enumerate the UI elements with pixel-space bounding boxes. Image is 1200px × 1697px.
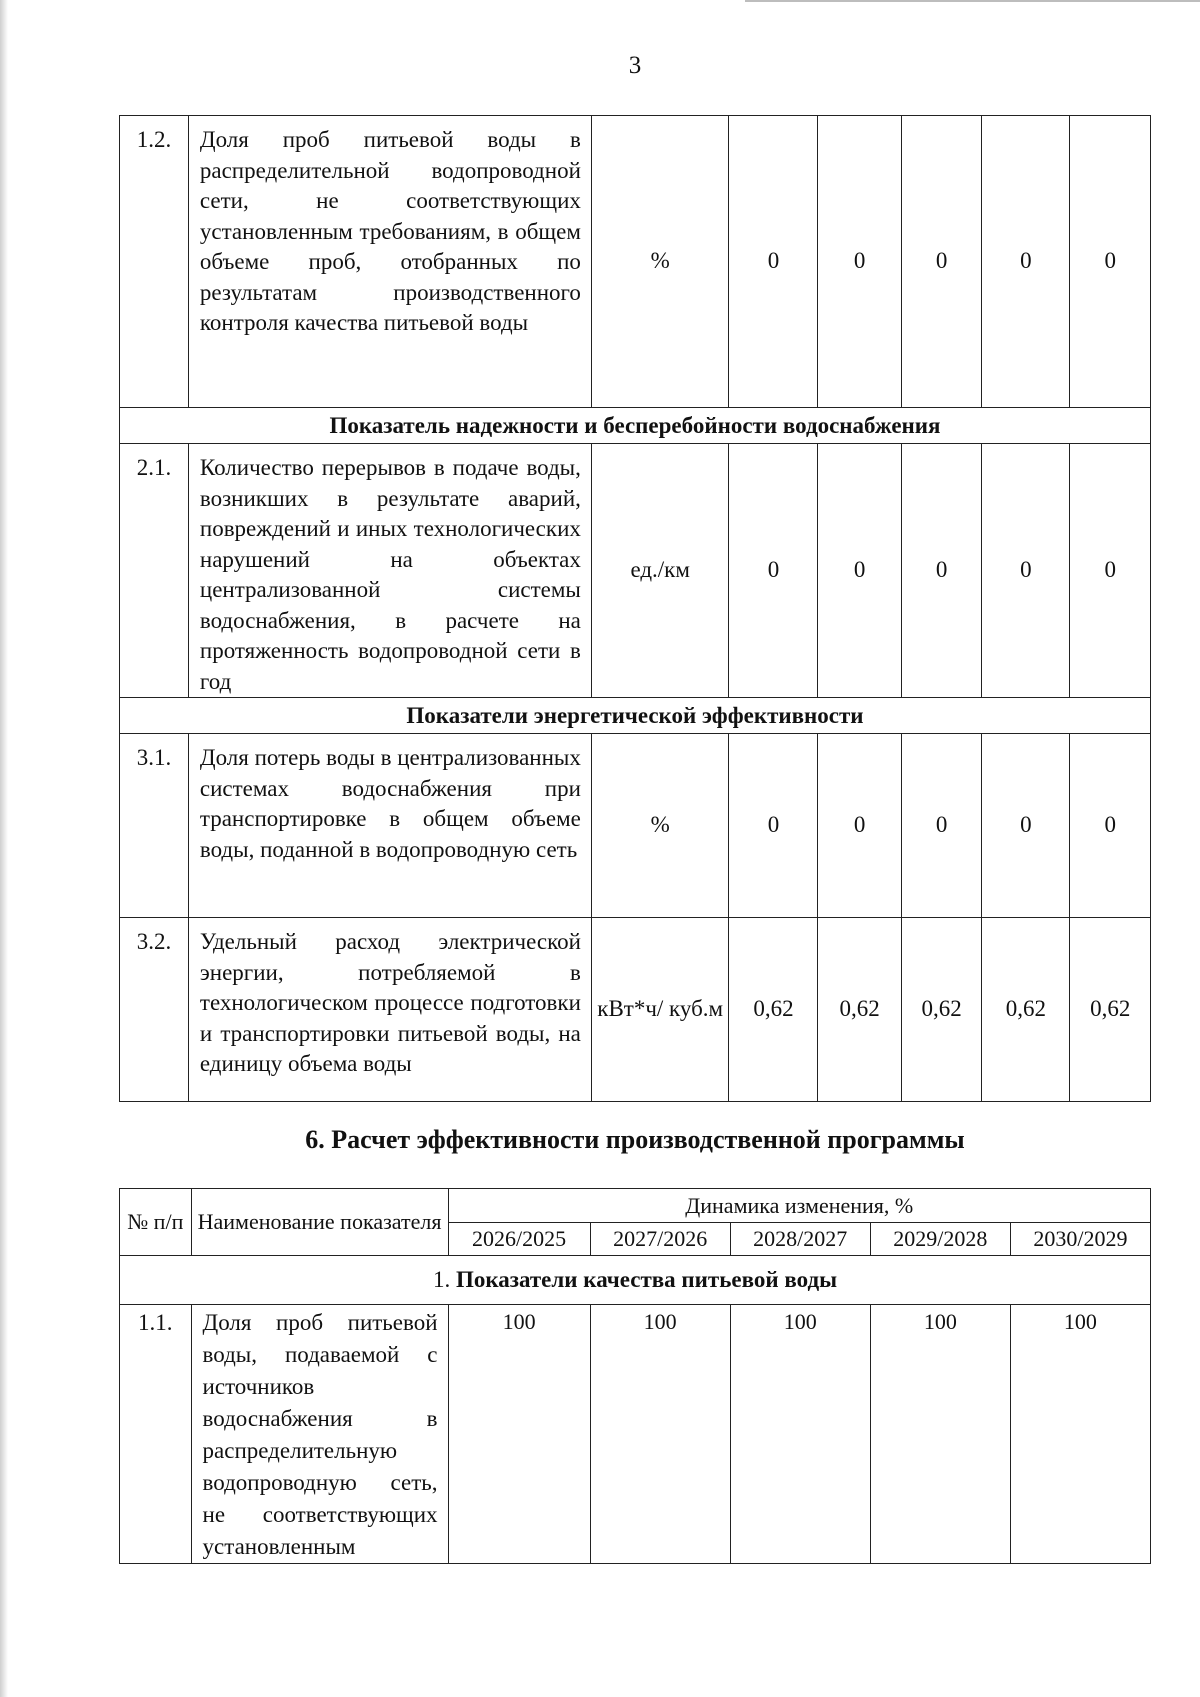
unit-cell: % xyxy=(591,734,729,918)
value-cell: 0 xyxy=(982,116,1070,408)
header-row xyxy=(120,1189,1151,1223)
value-cell: 0,62 xyxy=(1070,918,1151,1102)
row-number: 1.2. xyxy=(120,116,189,408)
value-cell: 0 xyxy=(818,444,901,698)
row-number: 1.1. xyxy=(120,1305,192,1564)
unit-cell: ед./км xyxy=(591,444,729,698)
year-header: 2029/2028 xyxy=(870,1223,1010,1256)
value-cell: 100 xyxy=(730,1305,870,1564)
year-header: 2027/2026 xyxy=(590,1223,730,1256)
indicator-name: Доля потерь воды в централизованных системах водоснабжения при транспортировке в общем объеме воды, поданной в водопроводную сеть xyxy=(188,734,591,918)
page-number: 3 xyxy=(628,52,642,79)
indicator-name: Доля проб питьевой воды, подаваемой с источников водоснабжения в распределительную водопроводную сеть, не соответствующих установленным xyxy=(191,1305,448,1564)
value-cell: 0 xyxy=(818,116,901,408)
value-cell: 0 xyxy=(1070,734,1151,918)
table-row xyxy=(120,918,1151,1102)
section-number: 1. xyxy=(432,1266,456,1292)
section-row xyxy=(120,408,1151,444)
section-title: Показатели энергетической эффективности xyxy=(120,698,1151,734)
value-cell: 0,62 xyxy=(982,918,1070,1102)
scan-top-line xyxy=(745,0,1200,2)
column-header-dynamics: Динамика изменения, % xyxy=(448,1189,1150,1223)
scan-edge-shadow xyxy=(0,0,8,1697)
table-row xyxy=(120,1305,1151,1564)
value-cell: 0,62 xyxy=(901,918,982,1102)
value-cell: 100 xyxy=(590,1305,730,1564)
value-cell: 0,62 xyxy=(729,918,818,1102)
indicator-name: Доля проб питьевой воды в распределительной водопроводной сети, не соответствующих установленным требованиям, в общем объеме проб, отобранных по результатам производственного контроля качества питьевой воды xyxy=(188,116,591,408)
value-cell: 0 xyxy=(901,444,982,698)
value-cell: 0 xyxy=(982,444,1070,698)
row-number: 2.1. xyxy=(120,444,189,698)
indicator-name: Удельный расход электрической энергии, потребляемой в технологическом процессе подготовки и транспортировки питьевой воды, на единицу объема воды xyxy=(188,918,591,1102)
row-number: 3.2. xyxy=(120,918,189,1102)
table-row xyxy=(120,444,1151,698)
unit-cell: % xyxy=(591,116,729,408)
value-cell: 0 xyxy=(818,734,901,918)
section-row xyxy=(120,1256,1151,1305)
section-title: Показатель надежности и бесперебойности водоснабжения xyxy=(120,408,1151,444)
indicator-name: Количество перерывов в подаче воды, возникших в результате аварий, повреждений и иных технологических нарушений на объектах централизованной системы водоснабжения, в расчете на протяженность водопроводной сети в год xyxy=(188,444,591,698)
value-cell: 0 xyxy=(901,734,982,918)
year-header: 2030/2029 xyxy=(1010,1223,1150,1256)
value-cell: 0 xyxy=(729,444,818,698)
value-cell: 0 xyxy=(1070,116,1151,408)
column-header-name: Наименование показателя xyxy=(191,1189,448,1256)
table-row xyxy=(120,734,1151,918)
efficiency-table xyxy=(119,1188,1151,1564)
value-cell: 100 xyxy=(1010,1305,1150,1564)
section-title xyxy=(120,1256,1151,1305)
section-title-text: Показатели качества питьевой воды xyxy=(455,1266,838,1292)
value-cell: 0 xyxy=(1070,444,1151,698)
section-row xyxy=(120,698,1151,734)
value-cell: 0 xyxy=(729,734,818,918)
value-cell: 0 xyxy=(901,116,982,408)
value-cell: 0,62 xyxy=(818,918,901,1102)
value-cell: 0 xyxy=(729,116,818,408)
indicators-table xyxy=(119,115,1151,1102)
year-header: 2026/2025 xyxy=(448,1223,590,1256)
row-number: 3.1. xyxy=(120,734,189,918)
value-cell: 0 xyxy=(982,734,1070,918)
value-cell: 100 xyxy=(870,1305,1010,1564)
value-cell: 100 xyxy=(448,1305,590,1564)
unit-cell: кВт*ч/ куб.м xyxy=(591,918,729,1102)
table-row xyxy=(120,116,1151,408)
year-header: 2028/2027 xyxy=(730,1223,870,1256)
section-heading: 6. Расчет эффективности производственной программы xyxy=(305,1125,965,1154)
column-header-number: № п/п xyxy=(120,1189,192,1256)
